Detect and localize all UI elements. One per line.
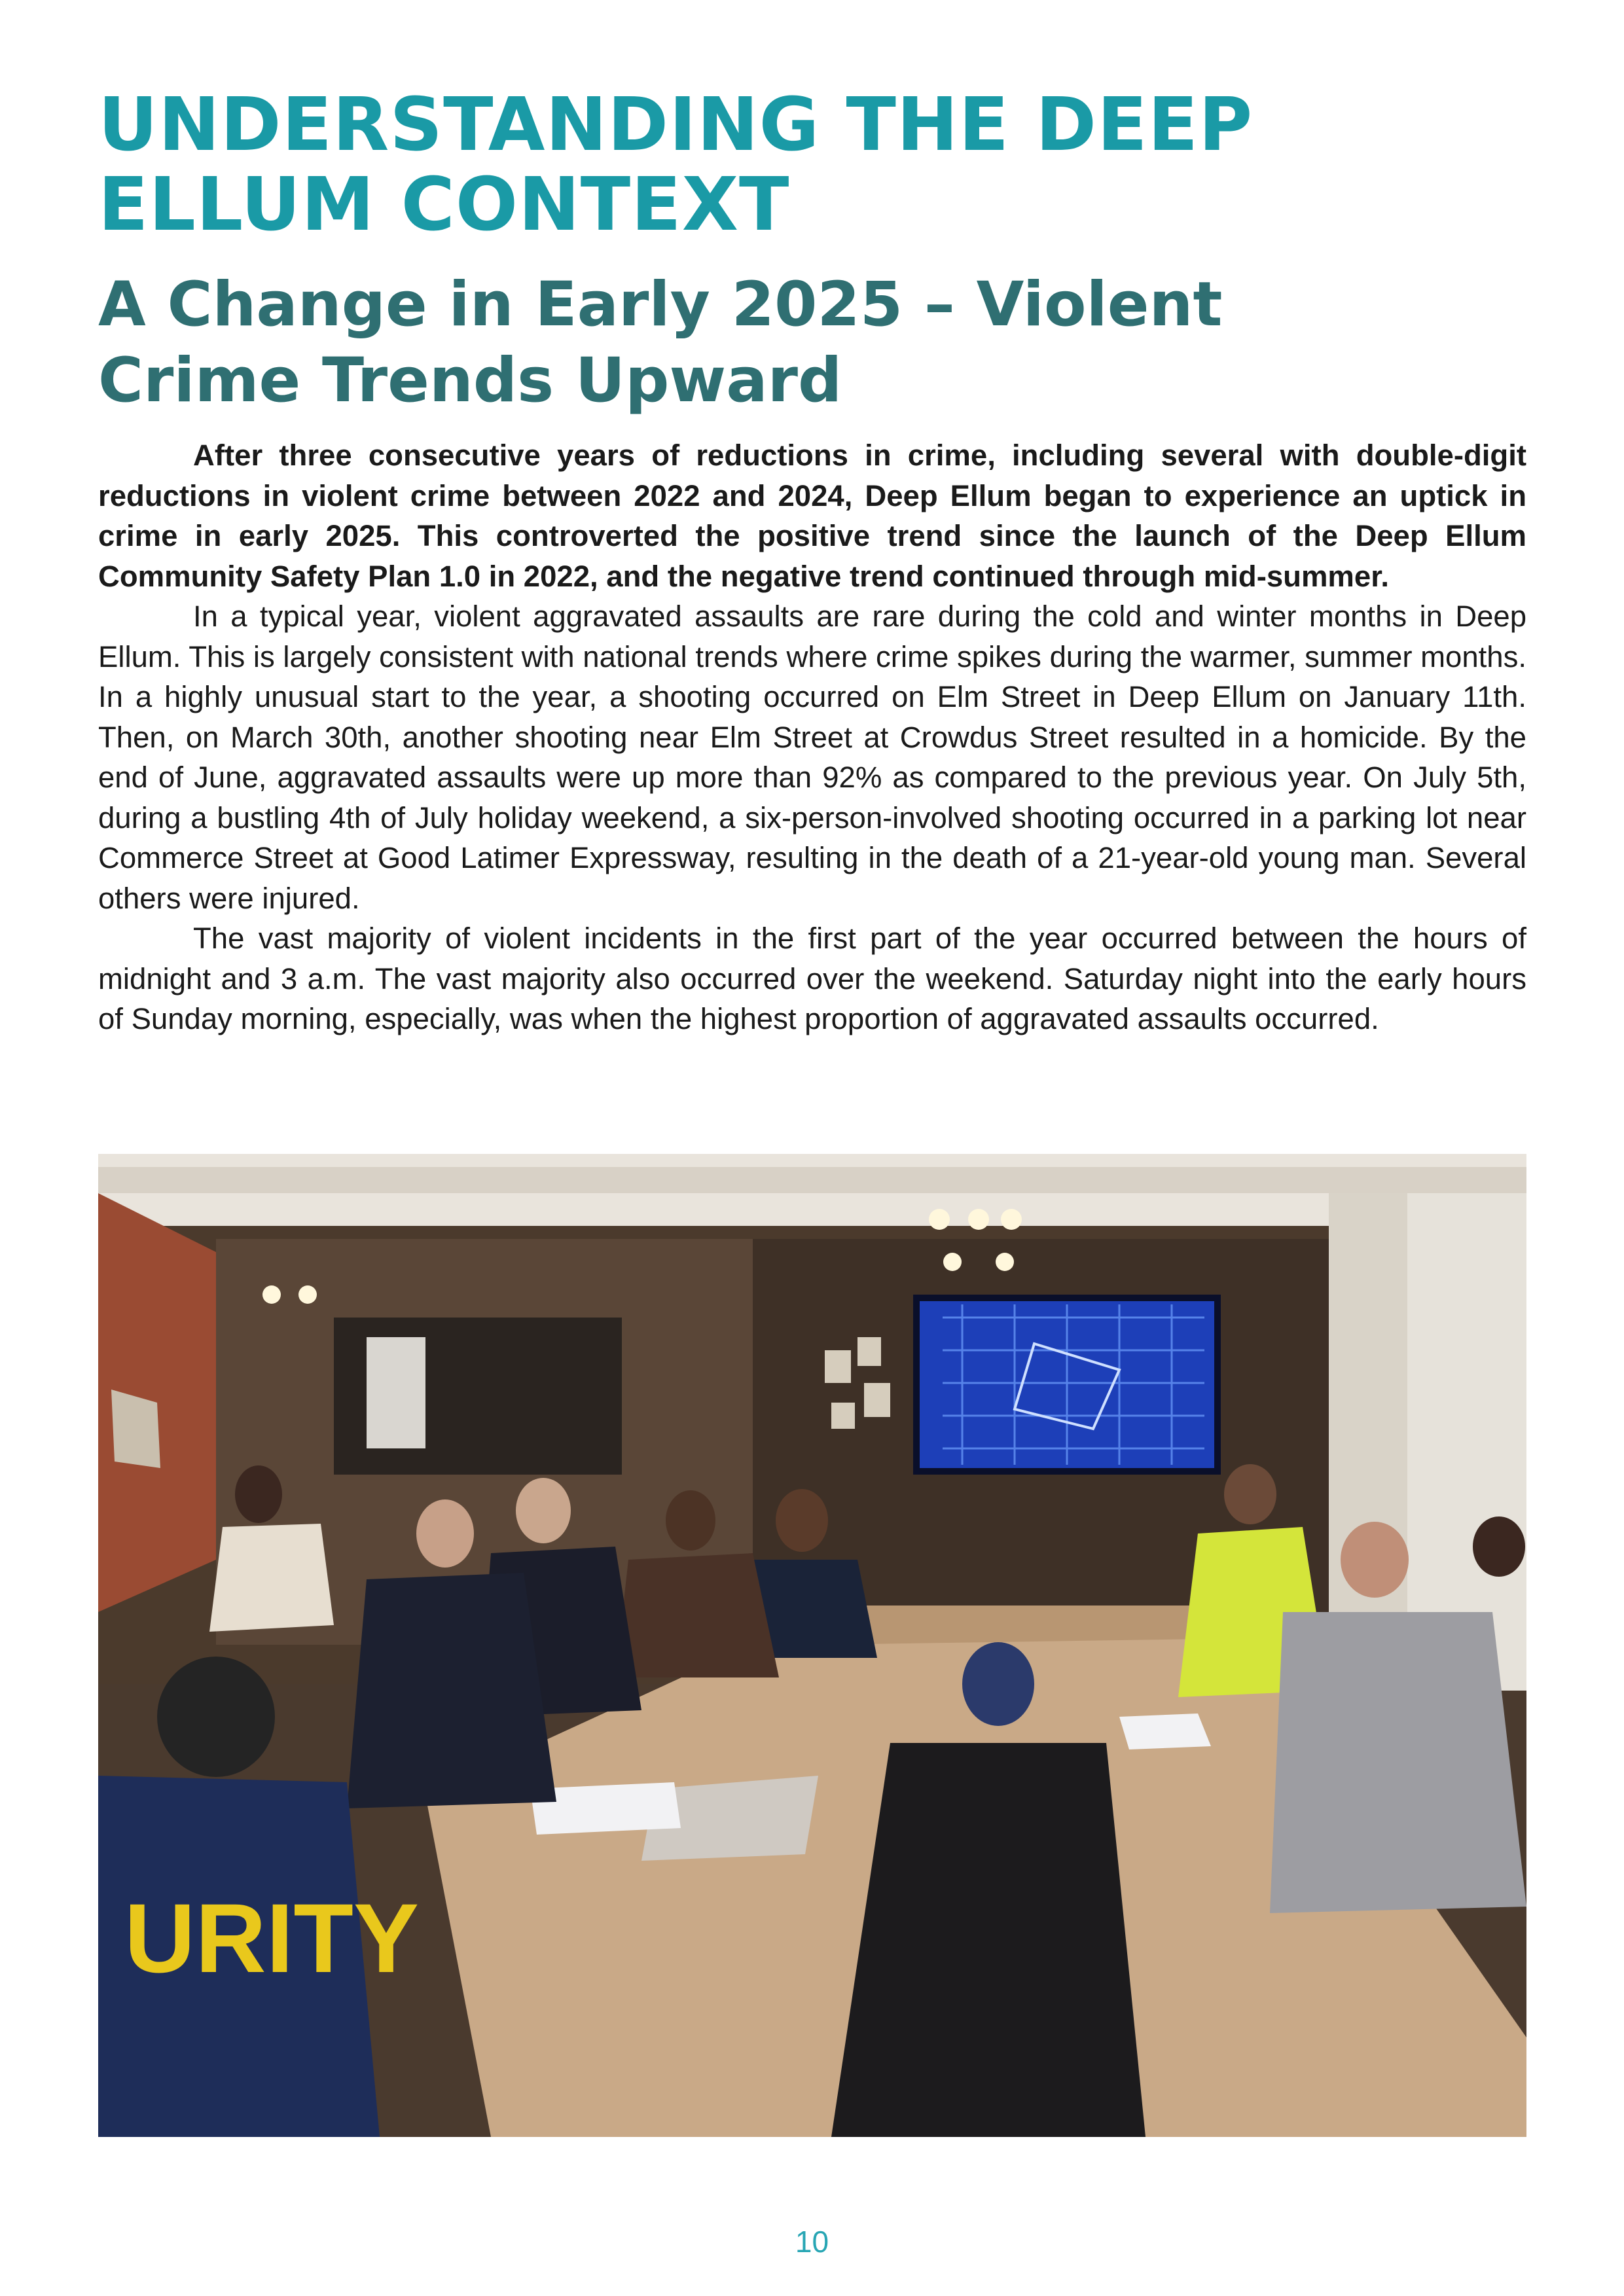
meeting-photo-illustration [98,1154,1526,2137]
section-subtitle: A Change in Early 2025 – Violent Crime Trends Upward [98,269,1223,416]
page-title: UNDERSTANDING THE DEEP ELLUM CONTEXT [98,82,1254,247]
jacket-lettering: URITY [124,1883,419,1993]
body-text [98,435,1526,1039]
body-paragraph: The vast majority of violent incidents in the first part of the year occurred between the hours of midnight and 3 a.m. The vast majority also occurred over the weekend. Saturday night into the early hours of Sunday morning, especially, was when the highest proportion of aggravated assaults occurred. [98,922,1526,1035]
lead-paragraph: After three consecutive years of reductions in crime, including several with double-digit reductions in violent crime between 2022 and 2024, Deep Ellum began to experience an uptick in crime in early 2025. This controverted the positive trend since the launch of the Deep Ellum Community Safety Plan 1.0 in 2022, and the negative trend continued through mid-summer. [98,439,1526,593]
meeting-photo [98,1154,1526,2137]
page-number: 10 [795,2225,829,2259]
body-paragraph: In a typical year, violent aggravated assaults are rare during the cold and winter months in Deep Ellum. This is largely consistent with national trends where crime spikes during the warmer, summer months. In a highly unusual start to the year, a shooting occurred on Elm Street in Deep Ellum on January 11th. Then, on March 30th, another shooting near Elm Street at Crowdus Street resulted in a homicide. By the end of June, aggravated assaults were up more than 92% as compared to the previous year. On July 5th, during a bustling 4th of July holiday weekend, a six-person-involved shooting occurred in a parking lot near Commerce Street at Good Latimer Expressway, resulting in the death of a 21-year-old young man. Several others were injured. [98,600,1526,915]
